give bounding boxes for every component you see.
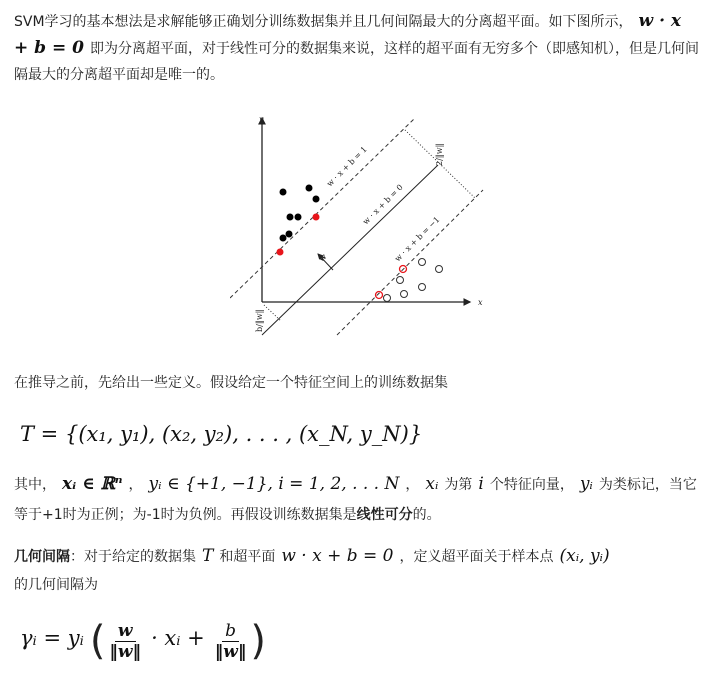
- text: 的几何间隔为: [14, 577, 98, 593]
- minus-margin-line: [337, 190, 483, 335]
- intro-paragraph: [14, 8, 699, 88]
- text: i: [478, 474, 484, 494]
- plus-margin-line: [230, 118, 415, 298]
- text: ，: [128, 477, 143, 493]
- text: xᵢ ∈ ℝⁿ: [62, 474, 123, 494]
- positive-point: [306, 185, 313, 192]
- text: w · x + b = 0: [281, 546, 394, 566]
- offset-label: b/‖w‖: [255, 309, 264, 332]
- text: 的。: [412, 507, 441, 523]
- y-axis-label: y: [259, 115, 264, 124]
- positive-points: [280, 185, 320, 242]
- text: yᵢ: [579, 474, 593, 494]
- text: ‖w‖: [109, 641, 142, 662]
- margin-width-label: 2/‖w‖: [435, 143, 444, 166]
- text: 为第: [444, 477, 473, 493]
- text: 和超平面: [219, 549, 276, 565]
- negative-point: [436, 266, 443, 273]
- text: ‖w‖: [214, 641, 247, 662]
- text: ，定义超平面关于样本点: [399, 549, 554, 565]
- text: xᵢ: [425, 474, 439, 494]
- positive-point: [295, 214, 302, 221]
- math-hyperplane: w · x + b = 0: [14, 11, 682, 58]
- text: yᵢ ∈ {+1, −1}, i = 1, 2, . . . N: [148, 474, 400, 494]
- negative-point: [397, 277, 404, 284]
- notation-paragraph: [14, 469, 699, 530]
- negative-point: [419, 259, 426, 266]
- plus-margin-label: w · x + b = 1: [325, 144, 369, 189]
- text: 其中，: [14, 477, 56, 493]
- positive-point: [287, 214, 294, 221]
- negative-point: [401, 291, 408, 298]
- text: 为类标记，当它等于+1时为正例；为-1时为负例。再假设训练数据集是: [14, 477, 697, 523]
- x-axis-label: x: [478, 298, 483, 307]
- text: T: [202, 546, 214, 566]
- text: 线性可分: [356, 507, 413, 523]
- positive-point: [280, 189, 287, 196]
- positive-point: [286, 231, 293, 238]
- text: SVM学习的基本想法是求解能够正确划分训练数据集并且几何间隔最大的分离超平面。如下图所示，: [14, 14, 633, 30]
- text: 即为分离超平面，对于线性可分的数据集来说，这样的超平面有无穷多个（即感知机），但是几何间隔最大的分离超平面却是唯一的。: [14, 41, 699, 83]
- formula-gamma: γᵢ = yᵢ ( $\frac{w}{‖w‖}$ · xᵢ + $\frac{b}{‖w‖}$ ): [20, 618, 267, 664]
- negative-point: [419, 284, 426, 291]
- positive-point: [280, 235, 287, 242]
- text: γᵢ = yᵢ: [20, 626, 84, 650]
- text: (xᵢ, yᵢ): [559, 546, 610, 566]
- text: ：对于给定的数据集: [70, 549, 196, 565]
- support-vector-positive: [277, 249, 284, 256]
- text: · xᵢ +: [151, 626, 205, 650]
- text: ，: [405, 477, 420, 493]
- negative-point: [384, 295, 391, 302]
- formula-dataset: [14, 418, 699, 453]
- text: b: [222, 621, 239, 642]
- hyperplane-label: w · x + b = 0: [361, 182, 405, 227]
- geometric-margin-paragraph: [14, 542, 699, 599]
- math-dataset: T = {(x₁, y₁), (x₂, y₂), . . . , (x_N, y_N)}: [20, 422, 423, 446]
- definition-intro: 在推导之前，先给出一些定义。假设给定一个特征空间上的训练数据集: [14, 375, 448, 391]
- text: 个特征向量，: [489, 477, 574, 493]
- support-vector-positive: [313, 214, 320, 221]
- text: w: [115, 621, 136, 642]
- positive-point: [313, 196, 320, 203]
- text: 几何间隔: [14, 549, 70, 565]
- support-vector-negative: [376, 292, 383, 299]
- normal-label: w: [316, 251, 329, 264]
- minus-margin-label: w · x + b = −1: [393, 214, 442, 264]
- svm-figure: [230, 105, 500, 345]
